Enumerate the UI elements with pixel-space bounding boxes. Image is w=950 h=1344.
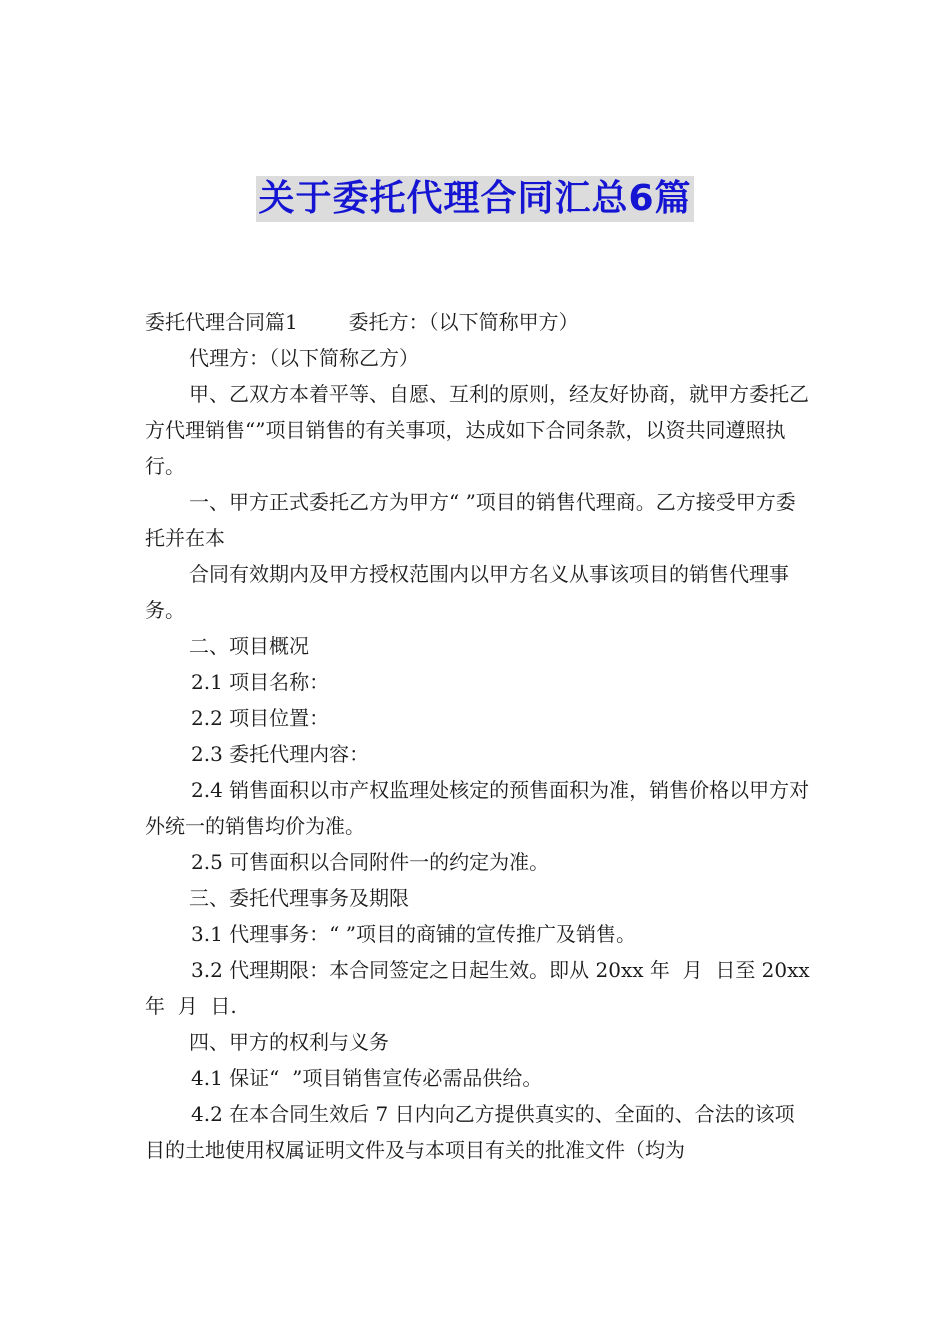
title-container [0,176,950,222]
paragraph: 4.1 保证“ ”项目销售宣传必需品供给。 [191,1066,543,1090]
paragraph: 合同有效期内及甲方授权范围内以甲方名义从事该项目的销售代理事务。 [145,562,789,622]
paragraph: 3.1 代理事务：“ ”项目的商铺的宣传推广及销售。 [191,922,636,946]
paragraph: 2.2 项目位置： [191,706,330,730]
paragraph: 四、甲方的权利与义务 [189,1030,389,1054]
paragraph: 2.5 可售面积以合同附件一的约定为准。 [191,850,550,874]
paragraph: 三、委托代理事务及期限 [189,886,409,910]
paragraph: 3.2 代理期限：本合同签定之日起生效。即从 20xx 年 月 日至 20xx 年 月 日. [145,958,817,1018]
paragraph: 2.1 项目名称： [191,670,330,694]
paragraph: 2.3 委托代理内容： [191,742,370,766]
paragraph: 一、甲方正式委托乙方为甲方“ ”项目的销售代理商。乙方接受甲方委托并在本 [145,490,796,550]
document-body [145,304,817,1168]
paragraph: 4.2 在本合同生效后 7 日内向乙方提供真实的、全面的、合法的该项目的土地使用权属证明文件及与本项目有关的批准文件（均为 [145,1102,795,1162]
paragraph: 委托代理合同篇1 委托方：（以下简称甲方） [145,310,579,334]
paragraph: 甲、乙双方本着平等、自愿、互利的原则，经友好协商，就甲方委托乙方代理销售“”项目销售的有关事项，达成如下合同条款，以资共同遵照执行。 [145,382,809,478]
paragraph: 代理方：（以下简称乙方） [189,346,419,370]
paragraph: 2.4 销售面积以市产权监理处核定的预售面积为准，销售价格以甲方对外统一的销售均价为准。 [145,778,810,838]
document-title: 关于委托代理合同汇总6篇 [256,176,693,222]
paragraph: 二、项目概况 [189,634,309,658]
